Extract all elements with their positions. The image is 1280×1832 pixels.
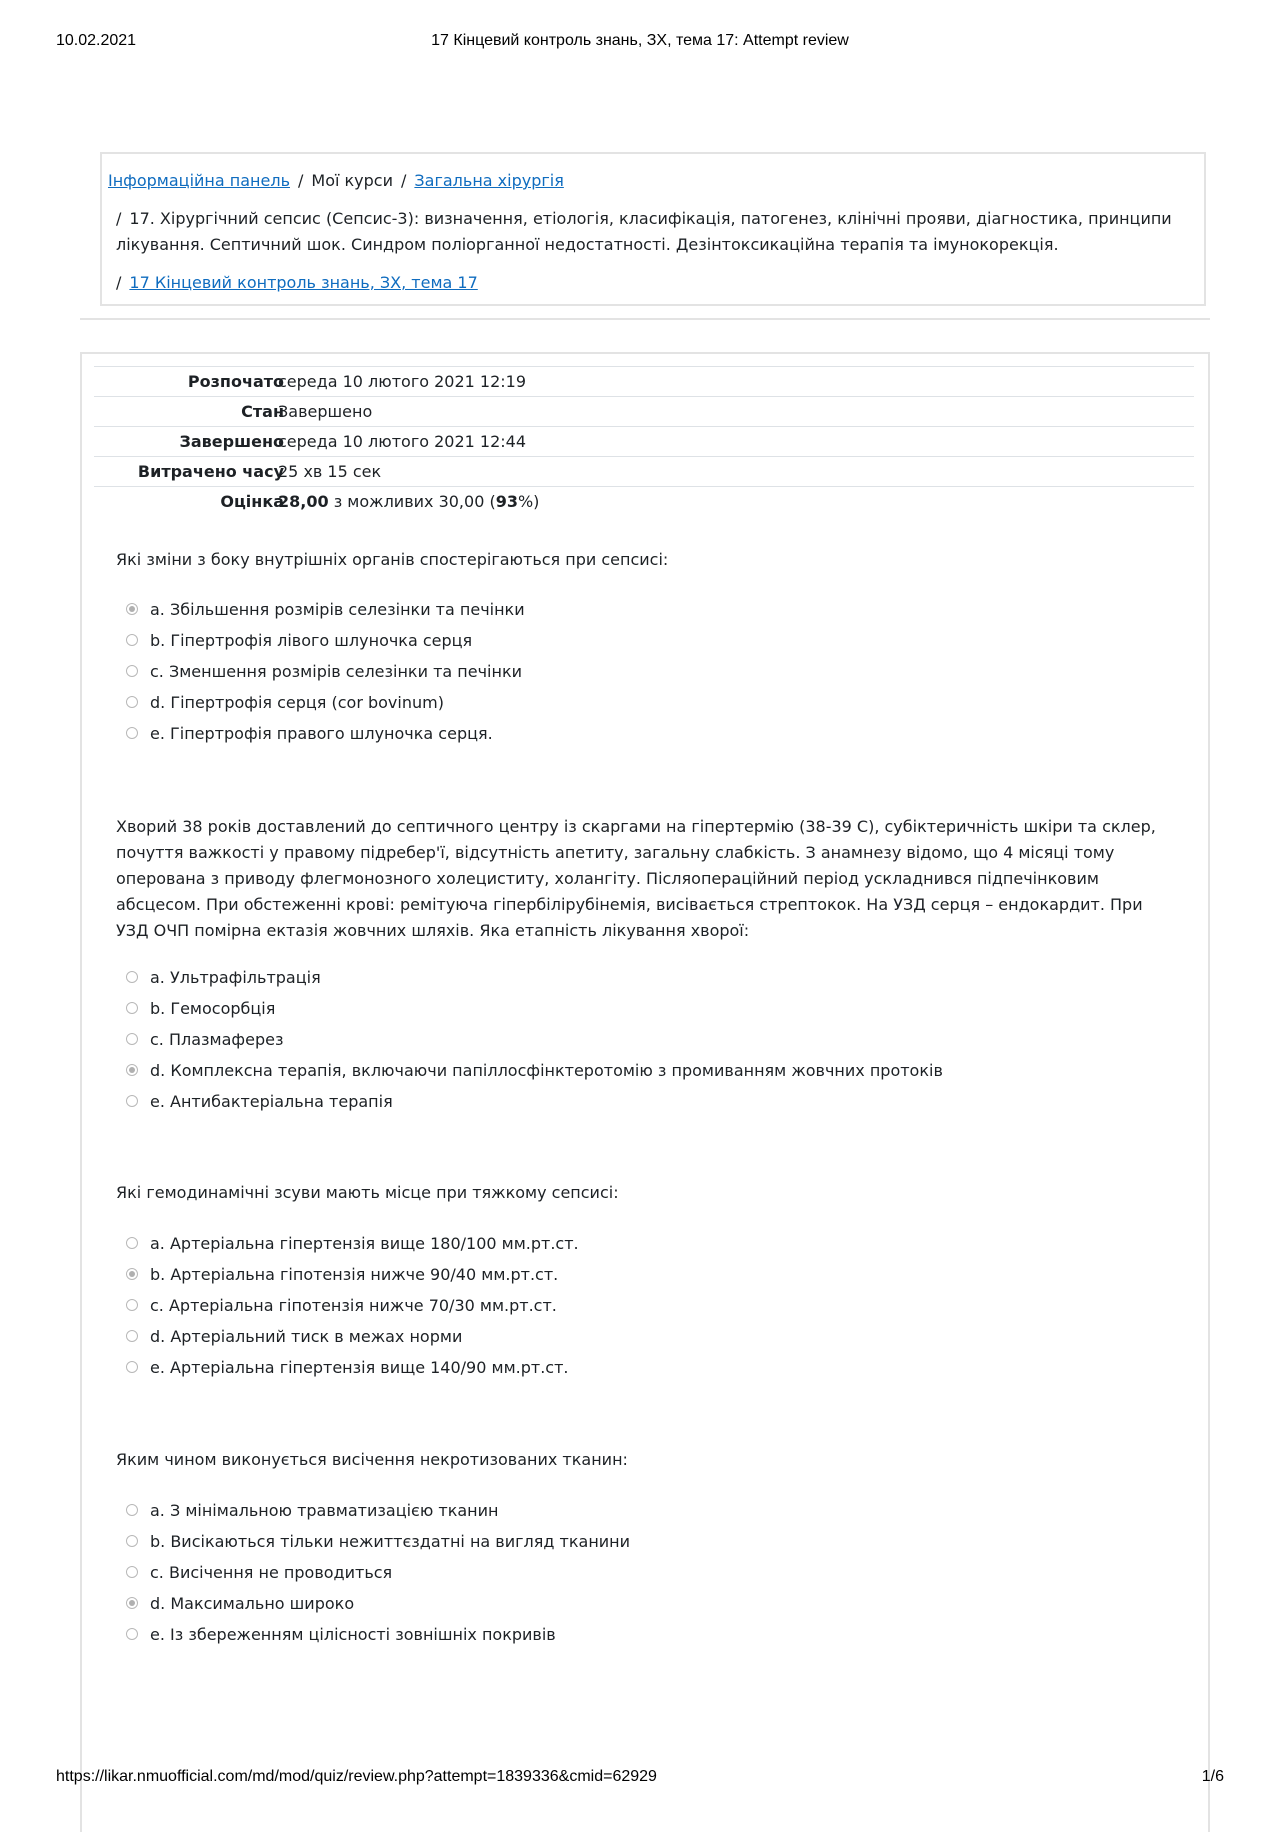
question-text: Які гемодинамічні зсуви мають місце при тяжкому сепсисі: xyxy=(116,1183,619,1202)
answer-label: e. Із збереженням цілісності зовнішніх покривів xyxy=(150,1625,556,1644)
radio-button[interactable] xyxy=(126,696,138,708)
radio-button[interactable] xyxy=(126,1535,138,1547)
answer-label: a. Збільшення розмірів селезінки та печінки xyxy=(150,600,525,619)
answer-label: d. Максимально широко xyxy=(150,1594,355,1613)
radio-button[interactable] xyxy=(126,1566,138,1578)
print-date: 10.02.2021 xyxy=(56,32,137,49)
question-text: Яким чином виконується висічення некротизованих тканин: xyxy=(116,1450,628,1469)
answer-label: e. Гіпертрофія правого шлуночка серця. xyxy=(150,724,493,743)
summary-row-time-taken xyxy=(94,456,1194,486)
summary-row-state xyxy=(94,396,1194,426)
summary-value: середа 10 лютого 2021 12:19 xyxy=(278,372,527,391)
answer-label: b. Висікаються тільки нежиттєздатні на вигляд тканини xyxy=(150,1532,631,1551)
question-text: Хворий 38 років доставлений до септичного центру із скаргами на гіпертермію (38-39 С), субіктеричність шкіри та склер, почуття важкості у правому підребер'ї, відсутність апетиту, загальну слабкість. З анамнезу відомо, що 4 місяці тому оперована з приводу флегмонозного холециститу, холангіту. Післяопераційний період ускладнився підпечінковим абсцесом. При обстеженні крові: ремітуюча гіпербілірубінемія, висівається стрептокок. На УЗД серця – ендокардит. При УЗД ОЧП помірна ектазія жовчних шляхів. Яка етапність лікування хворої: xyxy=(116,817,1156,940)
grade-end: %) xyxy=(517,492,540,511)
summary-label: Розпочато xyxy=(187,372,284,391)
question-text: Які зміни з боку внутрішніх органів спостерігаються при сепсисі: xyxy=(116,550,669,569)
answer-label: e. Артеріальна гіпертензія вище 140/90 мм.рт.ст. xyxy=(150,1358,569,1377)
print-url: https://likar.nmuofficial.com/md/mod/quiz/review.php?attempt=1839336&cmid=62929 xyxy=(56,1768,657,1785)
breadcrumb-dashboard-link[interactable]: Інформаційна панель xyxy=(108,171,290,190)
radio-button[interactable] xyxy=(126,665,138,677)
breadcrumb-separator: / xyxy=(116,273,122,292)
summary-row-started xyxy=(94,366,1194,396)
breadcrumb-separator: / xyxy=(116,209,122,228)
breadcrumb-topic: 17. Хірургічний сепсис (Сепсис-3): визначення, етіологія, класифікація, патогенез, клінічні прояви, діагностика, принципи лікування. Септичний шок. Синдром поліорганної недостатності. Дезінтоксикаційна терапія та імунокорекція. xyxy=(116,209,1172,254)
radio-button-checked[interactable] xyxy=(126,1268,138,1280)
radio-button-checked[interactable] xyxy=(126,1597,138,1609)
breadcrumb-line-3 xyxy=(116,270,478,296)
answer-label: a. З мінімальною травматизацією тканин xyxy=(150,1501,499,1520)
answer-label: b. Артеріальна гіпотензія нижче 90/40 мм.рт.ст. xyxy=(150,1265,559,1284)
grade-value xyxy=(278,487,539,516)
answer-label: e. Антибактеріальна терапія xyxy=(150,1092,393,1111)
radio-button[interactable] xyxy=(126,1095,138,1107)
question-1 xyxy=(116,547,1176,743)
summary-label: Завершено xyxy=(179,432,284,451)
radio-button-checked[interactable] xyxy=(126,603,138,615)
radio-button[interactable] xyxy=(126,971,138,983)
divider xyxy=(80,318,1210,320)
grade-percent: 93 xyxy=(495,492,518,511)
answer-label: b. Гіпертрофія лівого шлуночка серця xyxy=(150,631,473,650)
summary-label: Витрачено часу xyxy=(137,462,284,481)
summary-label: Стан xyxy=(241,402,284,421)
summary-row-grade xyxy=(94,486,1194,516)
radio-button[interactable] xyxy=(126,1033,138,1045)
answer-label: c. Висічення не проводиться xyxy=(150,1563,393,1582)
answer-label: b. Гемосорбція xyxy=(150,999,276,1018)
breadcrumb-separator: / xyxy=(298,171,304,190)
breadcrumb-quiz-link[interactable]: 17 Кінцевий контроль знань, ЗХ, тема 17 xyxy=(129,273,478,292)
attempt-summary-table xyxy=(94,366,1194,516)
answer-label: d. Комплексна терапія, включаючи папіллосфінктеротомію з промиванням жовчних протоків xyxy=(150,1061,943,1080)
breadcrumb-separator: / xyxy=(401,171,407,190)
answer-label: c. Артеріальна гіпотензія нижче 70/30 мм.рт.ст. xyxy=(150,1296,557,1315)
radio-button[interactable] xyxy=(126,1330,138,1342)
breadcrumb-course-link[interactable]: Загальна хірургія xyxy=(414,171,564,190)
question-4 xyxy=(116,1447,1176,1644)
radio-button[interactable] xyxy=(126,1361,138,1373)
answer-label: c. Плазмаферез xyxy=(150,1030,284,1049)
radio-button[interactable] xyxy=(126,1237,138,1249)
breadcrumb-line-2 xyxy=(116,206,1198,258)
radio-button[interactable] xyxy=(126,1002,138,1014)
breadcrumb-my-courses: Мої курси xyxy=(311,171,393,190)
summary-value: середа 10 лютого 2021 12:44 xyxy=(278,432,527,451)
radio-button[interactable] xyxy=(126,1628,138,1640)
answer-label: a. Артеріальна гіпертензія вище 180/100 мм.рт.ст. xyxy=(150,1234,579,1253)
summary-label: Оцінка xyxy=(220,492,284,511)
summary-value: 25 хв 15 сек xyxy=(278,462,382,481)
print-header xyxy=(56,32,1224,52)
summary-row-completed xyxy=(94,426,1194,456)
radio-button-checked[interactable] xyxy=(126,1064,138,1076)
print-title: 17 Кінцевий контроль знань, ЗХ, тема 17: Attempt review xyxy=(431,32,849,49)
answer-label: d. Артеріальний тиск в межах норми xyxy=(150,1327,463,1346)
radio-button[interactable] xyxy=(126,1299,138,1311)
radio-button[interactable] xyxy=(126,727,138,739)
grade-score: 28,00 xyxy=(278,492,329,511)
summary-value: Завершено xyxy=(278,402,373,421)
breadcrumb-line-1 xyxy=(108,168,564,194)
answer-label: d. Гіпертрофія серця (cor bovinum) xyxy=(150,693,444,712)
grade-middle: з можливих 30,00 ( xyxy=(328,492,496,511)
breadcrumb xyxy=(100,152,1206,306)
radio-button[interactable] xyxy=(126,1504,138,1516)
radio-button[interactable] xyxy=(126,634,138,646)
question-2 xyxy=(116,814,1176,1111)
print-page-number: 1/6 xyxy=(1201,1768,1224,1785)
question-3 xyxy=(116,1180,1176,1377)
answer-label: a. Ультрафільтрація xyxy=(150,968,321,987)
answer-label: c. Зменшення розмірів селезінки та печінки xyxy=(150,662,523,681)
print-footer xyxy=(56,1768,1224,1788)
